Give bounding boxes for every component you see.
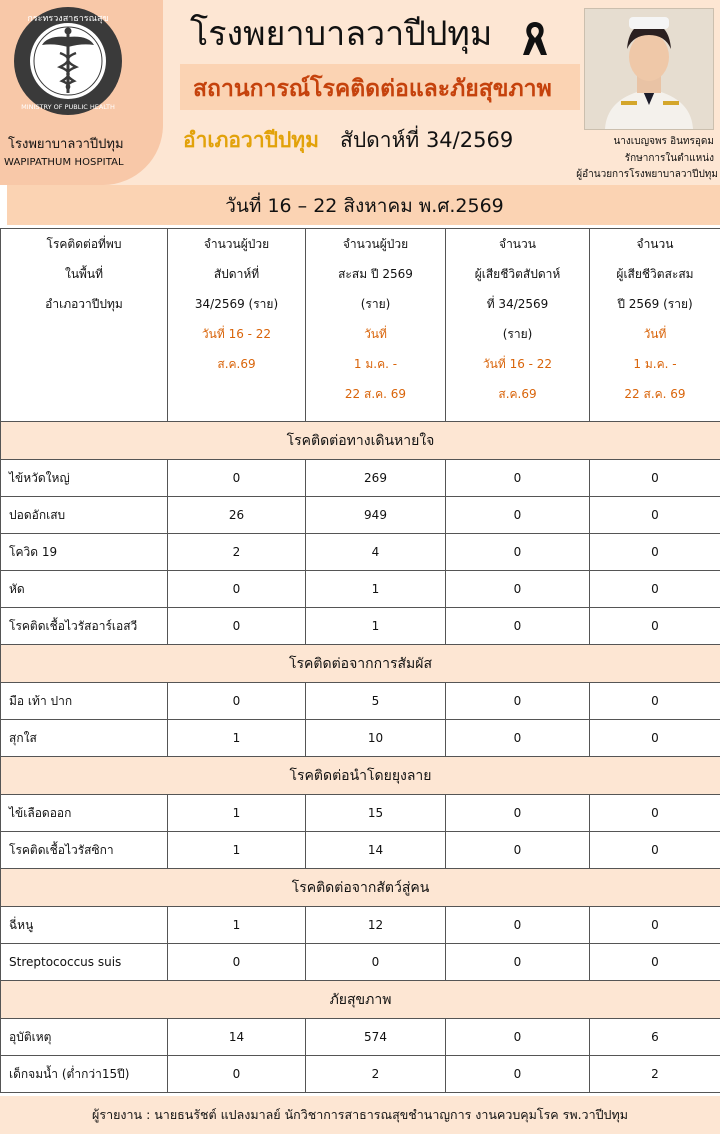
- table-row: [1, 683, 720, 720]
- header-line: จำนวน: [636, 237, 674, 251]
- header-date-line: 22 ส.ค. 69: [344, 387, 407, 401]
- header-line: ปี 2569 (ราย): [617, 297, 693, 311]
- count-cell: 0: [446, 608, 590, 645]
- svg-text:MINISTRY OF PUBLIC HEALTH: MINISTRY OF PUBLIC HEALTH: [21, 103, 115, 111]
- table-row: [1, 608, 720, 645]
- count-cell: 949: [306, 497, 446, 534]
- count-cell: 0: [446, 720, 590, 757]
- header-line: อำเภอวาปีปทุม: [45, 297, 123, 311]
- section-header-row: [1, 645, 720, 683]
- column-header-2: [306, 229, 446, 422]
- disease-name: เด็กจมน้ำ (ต่ำกว่า15ปี): [1, 1056, 168, 1093]
- disease-name: สุกใส: [1, 720, 168, 757]
- header-date-line: วันที่: [364, 327, 387, 341]
- count-cell: 0: [590, 571, 720, 608]
- count-cell: 0: [446, 907, 590, 944]
- section-title: โรคติดต่อนำโดยยุงลาย: [1, 757, 720, 795]
- black-ribbon-icon: [520, 18, 550, 58]
- director-photo: [585, 9, 713, 129]
- disease-name: มือ เท้า ปาก: [1, 683, 168, 720]
- count-cell: 14: [306, 832, 446, 869]
- column-header-3: [446, 229, 590, 422]
- disease-name: อุบัติเหตุ: [1, 1019, 168, 1056]
- disease-name: โรคติดเชื้อไวรัสซิกา: [1, 832, 168, 869]
- count-cell: 4: [306, 534, 446, 571]
- header-line: ในพื้นที่: [64, 267, 104, 281]
- disease-name: โรคติดเชื้อไวรัสอาร์เอสวี: [1, 608, 168, 645]
- header-line: จำนวน: [499, 237, 536, 251]
- count-cell: 1: [168, 832, 306, 869]
- disease-name: ปอดอักเสบ: [1, 497, 168, 534]
- count-cell: 0: [446, 571, 590, 608]
- header-date-line: วันที่ 16 - 22: [201, 327, 272, 341]
- column-header-0: [1, 229, 168, 422]
- header-date-line: วันที่: [643, 327, 667, 341]
- section-header-row: [1, 981, 720, 1019]
- disease-table: [0, 228, 720, 1093]
- header-line: โรคติดต่อที่พบ: [46, 237, 122, 251]
- director-portrait: [584, 8, 714, 130]
- count-cell: 0: [168, 1056, 306, 1093]
- page-subtitle: สถานการณ์โรคติดต่อและภัยสุขภาพ: [193, 76, 552, 102]
- table-row: [1, 907, 720, 944]
- count-cell: 0: [590, 497, 720, 534]
- count-cell: 1: [306, 571, 446, 608]
- count-cell: 0: [306, 944, 446, 981]
- count-cell: 0: [590, 907, 720, 944]
- page-title: โรงพยาบาลวาปีปทุม: [190, 14, 493, 54]
- count-cell: 6: [590, 1019, 720, 1056]
- director-acting: รักษาการในตำแหน่ง: [624, 153, 714, 164]
- count-cell: 1: [168, 907, 306, 944]
- week-label: สัปดาห์ที่ 34/2569: [340, 128, 514, 152]
- count-cell: 0: [590, 608, 720, 645]
- count-cell: 14: [168, 1019, 306, 1056]
- column-header-4: [590, 229, 720, 422]
- count-cell: 0: [590, 683, 720, 720]
- table-header-row: [1, 229, 720, 422]
- table-row: [1, 571, 720, 608]
- column-header-1: [168, 229, 306, 422]
- header-line: ผู้เสียชีวิตสะสม: [616, 267, 694, 281]
- count-cell: 269: [306, 460, 446, 497]
- table-row: [1, 497, 720, 534]
- count-cell: 0: [446, 683, 590, 720]
- count-cell: 0: [168, 944, 306, 981]
- count-cell: 2: [306, 1056, 446, 1093]
- district-label: อำเภอวาปีปทุม: [183, 128, 319, 152]
- report-header: [0, 0, 720, 185]
- count-cell: 1: [306, 608, 446, 645]
- header-line: (ราย): [360, 297, 391, 311]
- count-cell: 12: [306, 907, 446, 944]
- count-cell: 26: [168, 497, 306, 534]
- count-cell: 0: [590, 534, 720, 571]
- count-cell: 0: [446, 1056, 590, 1093]
- section-title: โรคติดต่อจากสัตว์สู่คน: [1, 869, 720, 907]
- disease-name: หัด: [1, 571, 168, 608]
- table-row: [1, 534, 720, 571]
- section-title: โรคติดต่อจากการสัมผัส: [1, 645, 720, 683]
- table-row: [1, 944, 720, 981]
- hospital-name-th: โรงพยาบาลวาปีปทุม: [8, 137, 124, 152]
- disease-name: ฉี่หนู: [1, 907, 168, 944]
- header-date-line: 1 ม.ค. -: [353, 357, 398, 371]
- count-cell: 0: [168, 608, 306, 645]
- count-cell: 0: [446, 795, 590, 832]
- date-range: วันที่ 16 – 22 สิงหาคม พ.ศ.2569: [225, 195, 504, 217]
- count-cell: 0: [446, 1019, 590, 1056]
- disease-name: โควิด 19: [1, 534, 168, 571]
- count-cell: 0: [446, 944, 590, 981]
- report-footer: [0, 1096, 720, 1134]
- count-cell: 1: [168, 795, 306, 832]
- count-cell: 5: [306, 683, 446, 720]
- count-cell: 0: [446, 534, 590, 571]
- table-row: [1, 795, 720, 832]
- count-cell: 0: [168, 683, 306, 720]
- count-cell: 0: [590, 460, 720, 497]
- header-line: (ราย): [502, 327, 533, 341]
- header-line: ที่ 34/2569: [486, 297, 549, 311]
- director-position: ผู้อำนวยการโรงพยาบาลวาปีปทุม: [576, 169, 718, 180]
- count-cell: 574: [306, 1019, 446, 1056]
- section-header-row: [1, 869, 720, 907]
- table-row: [1, 1019, 720, 1056]
- hospital-name-en: WAPIPATHUM HOSPITAL: [4, 157, 124, 168]
- svg-text:กระทรวงสาธารณสุข: กระทรวงสาธารณสุข: [27, 14, 109, 24]
- date-range-bar: [5, 185, 720, 225]
- count-cell: 10: [306, 720, 446, 757]
- header-line: สัปดาห์ที่: [213, 267, 260, 281]
- table-body: [1, 422, 720, 1093]
- count-cell: 0: [446, 832, 590, 869]
- count-cell: 0: [590, 795, 720, 832]
- logo-panel: [0, 0, 163, 185]
- disease-name: Streptococcus suis: [1, 944, 168, 981]
- count-cell: 0: [168, 571, 306, 608]
- header-date-line: 22 ส.ค. 69: [624, 387, 686, 401]
- header-line: 34/2569 (ราย): [194, 297, 279, 311]
- header-date-line: ส.ค.69: [498, 387, 537, 401]
- header-line: ผู้เสียชีวิตสัปดาห์: [474, 267, 561, 281]
- count-cell: 0: [446, 460, 590, 497]
- header-date-line: 1 ม.ค. -: [633, 357, 677, 371]
- count-cell: 2: [168, 534, 306, 571]
- header-line: สะสม ปี 2569: [338, 267, 413, 281]
- header-date-line: วันที่ 16 - 22: [482, 357, 553, 371]
- moph-logo: [12, 5, 124, 117]
- table-row: [1, 460, 720, 497]
- header-date-line: ส.ค.69: [217, 357, 256, 371]
- count-cell: 2: [590, 1056, 720, 1093]
- count-cell: 15: [306, 795, 446, 832]
- count-cell: 0: [590, 832, 720, 869]
- table-row: [1, 1056, 720, 1093]
- section-header-row: [1, 422, 720, 460]
- director-name: นางเบญจพร อินทรอุดม: [613, 136, 714, 147]
- section-header-row: [1, 757, 720, 795]
- section-title: โรคติดต่อทางเดินหายใจ: [1, 422, 720, 460]
- disease-name: ไข้เลือดออก: [1, 795, 168, 832]
- table-row: [1, 832, 720, 869]
- header-line: จำนวนผู้ป่วย: [203, 237, 270, 251]
- count-cell: 1: [168, 720, 306, 757]
- header-line: จำนวนผู้ป่วย: [342, 237, 409, 251]
- count-cell: 0: [590, 944, 720, 981]
- count-cell: 0: [446, 497, 590, 534]
- table-row: [1, 720, 720, 757]
- disease-name: ไข้หวัดใหญ่: [1, 460, 168, 497]
- reporter-credit: ผู้รายงาน : นายธนรัชต์ แปลงมาลย์ นักวิชาการสาธารณสุขชำนาญการ งานควบคุมโรค รพ.วาปีปทุม: [92, 1107, 628, 1122]
- count-cell: 0: [590, 720, 720, 757]
- count-cell: 0: [168, 460, 306, 497]
- section-title: ภัยสุขภาพ: [1, 981, 720, 1019]
